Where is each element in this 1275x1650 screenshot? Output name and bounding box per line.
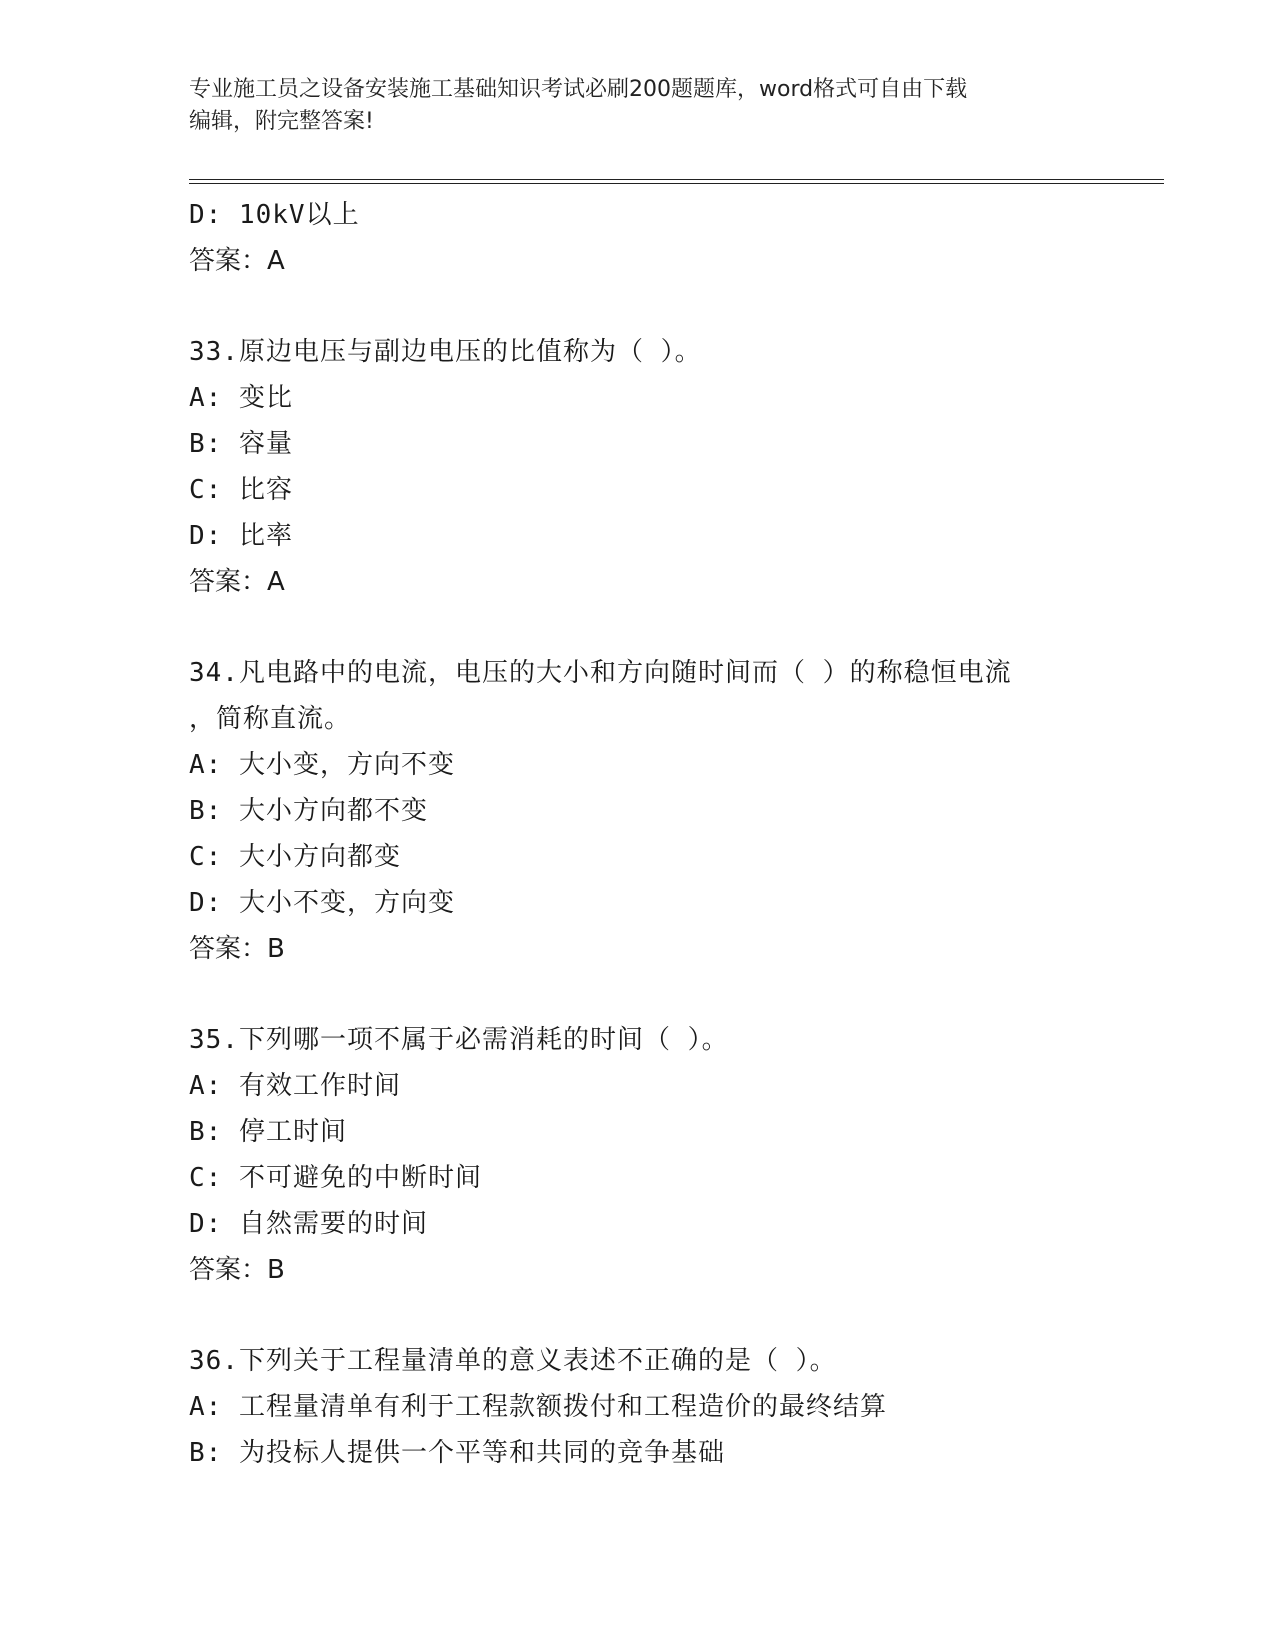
option-d: D: 比率 — [189, 521, 293, 551]
page-header — [189, 74, 1089, 138]
option-a: A: 工程量清单有利于工程款额拨付和工程造价的最终结算 — [189, 1392, 887, 1422]
option-d: D: 自然需要的时间 — [189, 1209, 428, 1239]
spacer — [189, 284, 1149, 329]
option-c: C: 比容 — [189, 475, 293, 505]
option-b: B: 容量 — [189, 429, 293, 459]
header-title-line-2: 编辑，附完整答案! — [189, 109, 374, 134]
option-c: C: 大小方向都变 — [189, 842, 401, 872]
answer-line: 答案：A — [189, 567, 285, 597]
option-c: C: 不可避免的中断时间 — [189, 1163, 482, 1193]
option-d: D: 大小不变，方向变 — [189, 888, 455, 918]
question-list — [189, 192, 1149, 1476]
question-36 — [189, 1338, 1149, 1476]
option-a: A: 变比 — [189, 383, 293, 413]
header-double-rule — [189, 179, 1164, 184]
header-title-line-1: 专业施工员之设备安装施工基础知识考试必刷200题题库，word格式可自由下载 — [189, 77, 968, 102]
option-b: B: 停工时间 — [189, 1117, 347, 1147]
question-stem: 34.凡电路中的电流，电压的大小和方向随时间而（ ）的称稳恒电流 — [189, 658, 1012, 688]
option-a: A: 有效工作时间 — [189, 1071, 401, 1101]
question-stem: 35.下列哪一项不属于必需消耗的时间（ ）。 — [189, 1025, 729, 1055]
option-a: A: 大小变，方向不变 — [189, 750, 455, 780]
question-stem: 36.下列关于工程量清单的意义表述不正确的是（ ）。 — [189, 1346, 837, 1376]
question-33 — [189, 329, 1149, 605]
question-stem: 33.原边电压与副边电压的比值称为（ ）。 — [189, 337, 702, 367]
answer-line: 答案：B — [189, 1255, 285, 1285]
spacer — [189, 972, 1149, 1017]
option-b: B: 大小方向都不变 — [189, 796, 428, 826]
option-d: D: 10kV以上 — [189, 200, 360, 230]
answer-line: 答案：A — [189, 246, 285, 276]
option-b: B: 为投标人提供一个平等和共同的竞争基础 — [189, 1438, 725, 1468]
question-32-tail — [189, 192, 1149, 284]
question-stem-continued: ，简称直流。 — [189, 704, 352, 734]
spacer — [189, 605, 1149, 650]
question-35 — [189, 1017, 1149, 1293]
question-34 — [189, 650, 1149, 972]
spacer — [189, 1293, 1149, 1338]
answer-line: 答案：B — [189, 934, 285, 964]
